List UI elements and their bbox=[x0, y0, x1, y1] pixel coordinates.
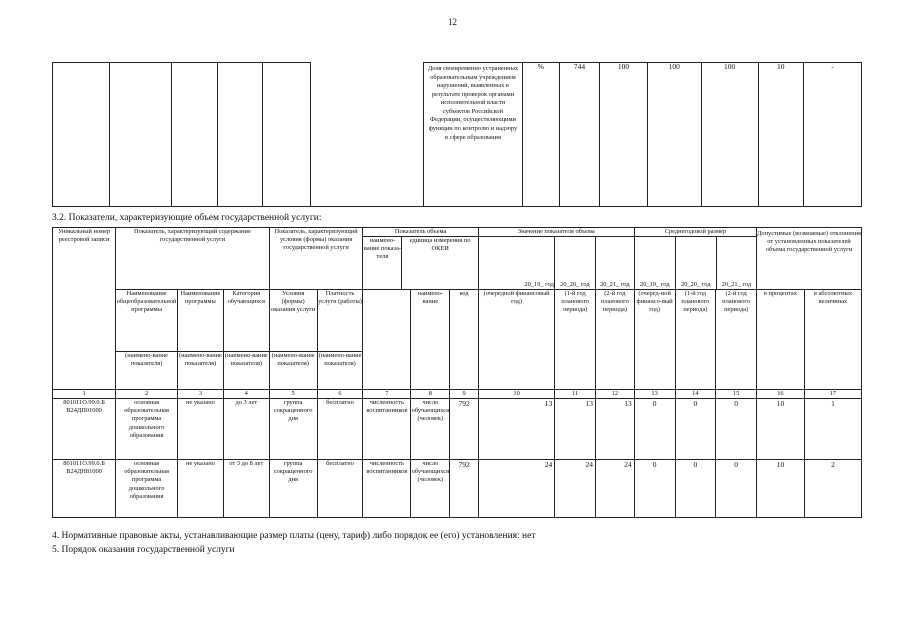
top-v1: 100 bbox=[600, 63, 648, 207]
hdr-avg-year1: 20_19_ год bbox=[635, 237, 676, 289]
row-v1: 13 bbox=[478, 399, 554, 460]
row-form: группа сокращенного дня bbox=[269, 399, 317, 460]
hdr-avg-year3-sub: (2-й год планового периода) bbox=[716, 290, 757, 390]
row-a1: 0 bbox=[634, 460, 675, 518]
hdr-year3-sub: (2-й год планового периода) bbox=[596, 290, 635, 390]
col-num: 3 bbox=[178, 390, 224, 399]
hdr-year1: 20_19_ год bbox=[479, 237, 555, 289]
row-a1: 0 bbox=[634, 399, 675, 460]
hdr-value-group bbox=[478, 228, 634, 290]
hdr-c5: Платность услуги (работы) bbox=[317, 290, 363, 352]
top-abs: - bbox=[804, 63, 862, 207]
col-num: 2 bbox=[116, 390, 178, 399]
hdr-unit: единица измерения по ОКЕИ bbox=[409, 236, 471, 252]
hdr-volume-name-cont bbox=[363, 290, 411, 390]
hdr-avg-year3: 20_21_ год bbox=[721, 280, 752, 288]
row-id: 801011О.99.0.Б В24ДП01000 bbox=[53, 399, 116, 460]
top-empty-6 bbox=[310, 63, 423, 207]
col-num: 14 bbox=[675, 390, 716, 399]
top-table bbox=[52, 62, 862, 207]
hdr-avg-year2: 20_20_ год bbox=[676, 237, 717, 289]
top-v2: 100 bbox=[647, 63, 701, 207]
section-title: 3.2. Показатели, характеризующие объем государственной услуги: bbox=[52, 213, 322, 223]
col-num: 6 bbox=[317, 390, 363, 399]
hdr-avg-year1-sub: (очеред-ной финансо-вый год) bbox=[634, 290, 675, 390]
hdr-deviation-group: Допустимые (возможные) отклонения от установленных показателей объема государственной услуги bbox=[757, 228, 862, 290]
row-program: основная образовательная программа дошкольного образования bbox=[116, 460, 178, 518]
row-v1: 24 bbox=[478, 460, 554, 518]
hdr-unique-number: Уникальный номер реестровой записи bbox=[53, 228, 116, 390]
row-program-name: не указано bbox=[178, 399, 224, 460]
hdr-avg-group bbox=[634, 228, 756, 290]
col-num: 8 bbox=[411, 390, 450, 399]
hdr-value-title: Значение показателя объема bbox=[479, 228, 634, 237]
row-unit-name: число обучающихся (человек) bbox=[411, 460, 450, 518]
row-category: до 3 лет bbox=[223, 399, 269, 460]
row-v3: 13 bbox=[596, 399, 635, 460]
table-row bbox=[53, 399, 862, 460]
top-empty-3 bbox=[171, 63, 217, 207]
row-v3: 24 bbox=[596, 460, 635, 518]
row-abs: 2 bbox=[804, 460, 861, 518]
row-program: основная образовательная программа дошкольного образования bbox=[116, 399, 178, 460]
row-v2: 13 bbox=[555, 399, 596, 460]
top-v3: 100 bbox=[701, 63, 758, 207]
hdr-year2-sub: (1-й год планового периода) bbox=[555, 290, 596, 390]
hdr-name-of-indicator-5: (наимено-вание показателя) bbox=[317, 352, 363, 390]
hdr-content-indicator: Показатель, характеризующий содержание государственной услуги bbox=[116, 228, 270, 290]
col-num: 4 bbox=[223, 390, 269, 399]
hdr-year2: 20_20_ год bbox=[555, 237, 596, 289]
hdr-c4: Условия (формы) оказания услуги bbox=[269, 290, 317, 352]
hdr-volume-title: Показатель объема bbox=[363, 228, 477, 237]
column-number-row bbox=[53, 390, 862, 399]
hdr-avg-title: Среднегодовой размер bbox=[635, 228, 756, 237]
col-num: 11 bbox=[555, 390, 596, 399]
table-row bbox=[53, 460, 862, 518]
hdr-avg-year2-sub: (1-й год планового периода) bbox=[675, 290, 716, 390]
col-num: 13 bbox=[634, 390, 675, 399]
top-pct: 10 bbox=[758, 63, 803, 207]
top-empty-5 bbox=[262, 63, 310, 207]
hdr-volume-name: наимено-вание показа-теля bbox=[363, 237, 402, 289]
col-num: 16 bbox=[757, 390, 805, 399]
row-v2: 24 bbox=[555, 460, 596, 518]
hdr-c2: Наименование программы bbox=[178, 290, 224, 352]
row-a2: 0 bbox=[675, 399, 716, 460]
row-unit-name: число обучающихся (человек) bbox=[411, 399, 450, 460]
col-num: 9 bbox=[450, 390, 479, 399]
hdr-unit-name: наимено-вание bbox=[411, 290, 450, 390]
row-indicator: численность воспитанников bbox=[363, 399, 411, 460]
hdr-year3: 20_21_ год bbox=[600, 280, 630, 288]
hdr-conditions-indicator: Показатель, характеризующий условия (формы) оказания государственной услуги bbox=[269, 228, 363, 290]
col-num: 15 bbox=[716, 390, 757, 399]
hdr-name-of-indicator-4: (наимено-вание показателя) bbox=[269, 352, 317, 390]
hdr-c1: Наименование общеобразовательной программы bbox=[116, 290, 178, 352]
row-a3: 0 bbox=[716, 399, 757, 460]
hdr-volume-indicator bbox=[363, 228, 478, 290]
hdr-in-percent: в процентах bbox=[757, 290, 805, 390]
top-empty-4 bbox=[217, 63, 262, 207]
row-pct: 10 bbox=[757, 460, 805, 518]
row-payment: бесплатно bbox=[317, 399, 363, 460]
row-a3: 0 bbox=[716, 460, 757, 518]
row-abs: 1 bbox=[804, 399, 861, 460]
col-num: 5 bbox=[269, 390, 317, 399]
row-category: от 3 до 8 лет bbox=[223, 460, 269, 518]
row-payment: бесплатно bbox=[317, 460, 363, 518]
row-unit-code: 792 bbox=[450, 399, 479, 460]
row-pct: 10 bbox=[757, 399, 805, 460]
row-id: 801011О.99.0.Б В24ДН81000 bbox=[53, 460, 116, 518]
page-number: 12 bbox=[448, 17, 457, 27]
row-a2: 0 bbox=[675, 460, 716, 518]
hdr-name-of-indicator-1: (наимено-вание показателя) bbox=[116, 352, 178, 390]
row-program-name: не указано bbox=[178, 460, 224, 518]
hdr-name-of-indicator-2: (наимено-вание показателя) bbox=[178, 352, 224, 390]
top-indicator: Доля своевременно устраненных образовательным учреждением нарушений, выявленных в результате проверок органами исполнительной власти субъектов Российской Федерации, осуществляющими функции по контролю и надзору в сфере образования bbox=[424, 63, 522, 207]
row-indicator: численность воспитанников bbox=[363, 460, 411, 518]
hdr-unit-code: код bbox=[450, 290, 479, 390]
row-form: группа сокращенного дня bbox=[269, 460, 317, 518]
top-empty-1 bbox=[53, 63, 110, 207]
col-num: 17 bbox=[804, 390, 861, 399]
volume-table bbox=[52, 227, 862, 518]
top-empty-2 bbox=[109, 63, 171, 207]
row-unit-code: 792 bbox=[450, 460, 479, 518]
col-num: 12 bbox=[596, 390, 635, 399]
hdr-year1-sub: (очередной финансовый год) bbox=[478, 290, 554, 390]
col-num: 7 bbox=[363, 390, 411, 399]
col-num: 1 bbox=[53, 390, 116, 399]
col-num: 10 bbox=[478, 390, 554, 399]
item-5-text: 5. Порядок оказания государственной услуги bbox=[52, 545, 235, 555]
top-code: 744 bbox=[559, 63, 599, 207]
hdr-in-absolute: в абсолютных величинах bbox=[804, 290, 861, 390]
item-4-text: 4. Нормативные правовые акты, устанавливающие размер платы (цену, тариф) либо порядок ее (его) установления: нет bbox=[52, 531, 536, 541]
hdr-name-of-indicator-3: (наимено-вание показателя) bbox=[223, 352, 269, 390]
top-unit: % bbox=[522, 63, 559, 207]
hdr-c3: Категория обучающихся bbox=[223, 290, 269, 352]
